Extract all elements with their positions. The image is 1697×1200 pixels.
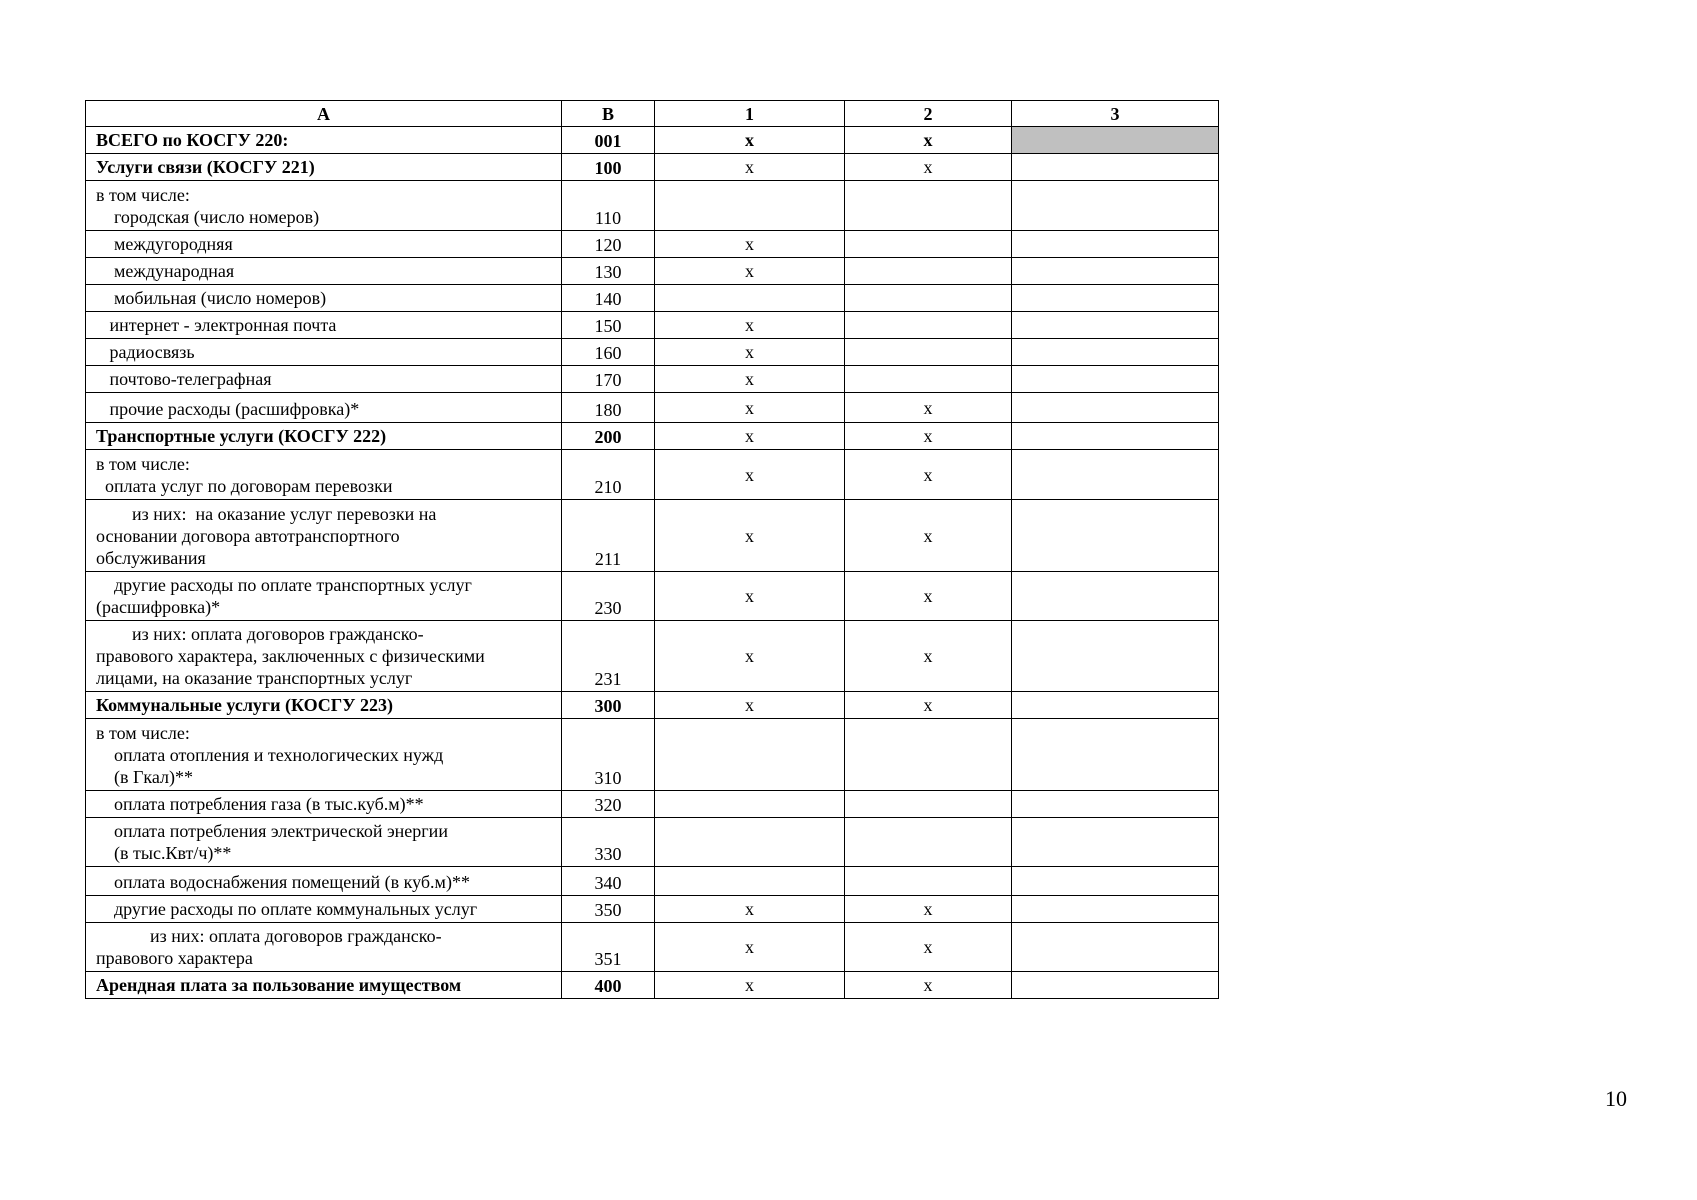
row-label: из них: на оказание услуг перевозки на основании договора автотранспортного обслуживания xyxy=(86,500,562,572)
cell-col-3 xyxy=(1012,719,1219,791)
cell-col-1: х xyxy=(655,621,845,692)
cell-col-1 xyxy=(655,867,845,896)
row-label: Арендная плата за пользование имуществом xyxy=(86,972,562,999)
cell-col-2 xyxy=(845,312,1012,339)
cell-col-3 xyxy=(1012,450,1219,500)
row-code: 211 xyxy=(562,500,655,572)
cell-col-3 xyxy=(1012,231,1219,258)
row-label: Транспортные услуги (КОСГУ 222) xyxy=(86,423,562,450)
cell-col-1: х xyxy=(655,393,845,423)
row-code: 230 xyxy=(562,572,655,621)
table-row xyxy=(86,339,1219,366)
cell-col-3 xyxy=(1012,621,1219,692)
row-label: ВСЕГО по КОСГУ 220: xyxy=(86,127,562,154)
table-row xyxy=(86,791,1219,818)
table-row xyxy=(86,450,1219,500)
cell-col-3 xyxy=(1012,692,1219,719)
cell-col-2: х xyxy=(845,572,1012,621)
row-label: из них: оплата договоров гражданско- правового характера xyxy=(86,923,562,972)
cell-col-1: х xyxy=(655,154,845,181)
row-code: 210 xyxy=(562,450,655,500)
cell-col-3 xyxy=(1012,366,1219,393)
report-table xyxy=(85,100,1219,999)
row-code: 340 xyxy=(562,867,655,896)
row-code: 100 xyxy=(562,154,655,181)
table-row xyxy=(86,621,1219,692)
table-row xyxy=(86,231,1219,258)
cell-col-3 xyxy=(1012,923,1219,972)
cell-col-2 xyxy=(845,231,1012,258)
cell-col-1: х xyxy=(655,450,845,500)
row-code: 400 xyxy=(562,972,655,999)
cell-col-3 xyxy=(1012,791,1219,818)
row-code: 310 xyxy=(562,719,655,791)
header-col-b: В xyxy=(562,101,655,127)
row-label: Услуги связи (КОСГУ 221) xyxy=(86,154,562,181)
cell-col-2 xyxy=(845,339,1012,366)
row-code: 350 xyxy=(562,896,655,923)
header-col-2: 2 xyxy=(845,101,1012,127)
cell-col-2: х xyxy=(845,896,1012,923)
row-code: 110 xyxy=(562,181,655,231)
row-code: 330 xyxy=(562,818,655,867)
cell-col-1: х xyxy=(655,339,845,366)
row-code: 300 xyxy=(562,692,655,719)
cell-col-1: х xyxy=(655,258,845,285)
header-col-1: 1 xyxy=(655,101,845,127)
cell-col-3 xyxy=(1012,500,1219,572)
table-row xyxy=(86,692,1219,719)
cell-col-1: х xyxy=(655,423,845,450)
cell-col-3 xyxy=(1012,818,1219,867)
row-code: 320 xyxy=(562,791,655,818)
table-row xyxy=(86,972,1219,999)
cell-col-2: х xyxy=(845,127,1012,154)
table-row xyxy=(86,366,1219,393)
row-label: почтово-телеграфная xyxy=(86,366,562,393)
cell-col-3 xyxy=(1012,867,1219,896)
cell-col-3 xyxy=(1012,285,1219,312)
row-label: междугородняя xyxy=(86,231,562,258)
cell-col-3 xyxy=(1012,312,1219,339)
cell-col-1: х xyxy=(655,972,845,999)
cell-col-1: х xyxy=(655,572,845,621)
cell-col-3 xyxy=(1012,393,1219,423)
cell-col-1: х xyxy=(655,127,845,154)
cell-col-2 xyxy=(845,181,1012,231)
cell-col-1 xyxy=(655,285,845,312)
row-code: 180 xyxy=(562,393,655,423)
table-body xyxy=(86,127,1219,999)
table-row xyxy=(86,867,1219,896)
cell-col-1: х xyxy=(655,500,845,572)
cell-col-2 xyxy=(845,366,1012,393)
cell-col-2: х xyxy=(845,621,1012,692)
row-code: 200 xyxy=(562,423,655,450)
row-label: мобильная (число номеров) xyxy=(86,285,562,312)
cell-col-2: х xyxy=(845,500,1012,572)
row-label: из них: оплата договоров гражданско- правового характера, заключенных с физическими лицами, на оказание транспортных услуг xyxy=(86,621,562,692)
cell-col-3 xyxy=(1012,896,1219,923)
cell-col-2 xyxy=(845,818,1012,867)
row-label: радиосвязь xyxy=(86,339,562,366)
cell-col-3 xyxy=(1012,127,1219,154)
cell-col-1 xyxy=(655,181,845,231)
row-code: 140 xyxy=(562,285,655,312)
cell-col-2: х xyxy=(845,393,1012,423)
row-label: в том числе: оплата отопления и технологических нужд (в Гкал)** xyxy=(86,719,562,791)
cell-col-1: х xyxy=(655,231,845,258)
row-code: 170 xyxy=(562,366,655,393)
cell-col-3 xyxy=(1012,972,1219,999)
row-label: оплата потребления электрической энергии (в тыс.Квт/ч)** xyxy=(86,818,562,867)
table-row xyxy=(86,423,1219,450)
table-row xyxy=(86,393,1219,423)
cell-col-1: х xyxy=(655,692,845,719)
row-label: другие расходы по оплате транспортных услуг (расшифровка)* xyxy=(86,572,562,621)
row-label: прочие расходы (расшифровка)* xyxy=(86,393,562,423)
table-row xyxy=(86,896,1219,923)
cell-col-2: х xyxy=(845,154,1012,181)
row-label: оплата потребления газа (в тыс.куб.м)** xyxy=(86,791,562,818)
row-code: 150 xyxy=(562,312,655,339)
cell-col-1 xyxy=(655,818,845,867)
table-row xyxy=(86,181,1219,231)
row-label: интернет - электронная почта xyxy=(86,312,562,339)
cell-col-2 xyxy=(845,285,1012,312)
cell-col-1: х xyxy=(655,312,845,339)
row-code: 231 xyxy=(562,621,655,692)
row-code: 001 xyxy=(562,127,655,154)
cell-col-2 xyxy=(845,791,1012,818)
header-row xyxy=(86,101,1219,127)
page-number: 10 xyxy=(1605,1086,1627,1111)
cell-col-2 xyxy=(845,867,1012,896)
table-row xyxy=(86,818,1219,867)
row-label: Коммунальные услуги (КОСГУ 223) xyxy=(86,692,562,719)
cell-col-2 xyxy=(845,258,1012,285)
cell-col-1: х xyxy=(655,923,845,972)
row-label: другие расходы по оплате коммунальных услуг xyxy=(86,896,562,923)
table-row xyxy=(86,285,1219,312)
cell-col-2: х xyxy=(845,450,1012,500)
row-label: в том числе: оплата услуг по договорам перевозки xyxy=(86,450,562,500)
cell-col-3 xyxy=(1012,339,1219,366)
cell-col-2: х xyxy=(845,423,1012,450)
row-label: оплата водоснабжения помещений (в куб.м)** xyxy=(86,867,562,896)
table-row xyxy=(86,572,1219,621)
table-row xyxy=(86,312,1219,339)
cell-col-3 xyxy=(1012,423,1219,450)
row-code: 351 xyxy=(562,923,655,972)
row-code: 160 xyxy=(562,339,655,366)
table-row xyxy=(86,154,1219,181)
cell-col-3 xyxy=(1012,258,1219,285)
header-col-a: А xyxy=(86,101,562,127)
cell-col-1 xyxy=(655,791,845,818)
row-code: 130 xyxy=(562,258,655,285)
table-row xyxy=(86,258,1219,285)
row-label: международная xyxy=(86,258,562,285)
cell-col-2: х xyxy=(845,972,1012,999)
cell-col-1: х xyxy=(655,896,845,923)
table-row xyxy=(86,127,1219,154)
row-label: в том числе: городская (число номеров) xyxy=(86,181,562,231)
cell-col-3 xyxy=(1012,181,1219,231)
cell-col-2: х xyxy=(845,923,1012,972)
cell-col-2 xyxy=(845,719,1012,791)
cell-col-3 xyxy=(1012,154,1219,181)
cell-col-3 xyxy=(1012,572,1219,621)
header-col-3: 3 xyxy=(1012,101,1219,127)
cell-col-2: х xyxy=(845,692,1012,719)
cell-col-1: х xyxy=(655,366,845,393)
cell-col-1 xyxy=(655,719,845,791)
table-row xyxy=(86,719,1219,791)
table-row xyxy=(86,923,1219,972)
row-code: 120 xyxy=(562,231,655,258)
table-row xyxy=(86,500,1219,572)
